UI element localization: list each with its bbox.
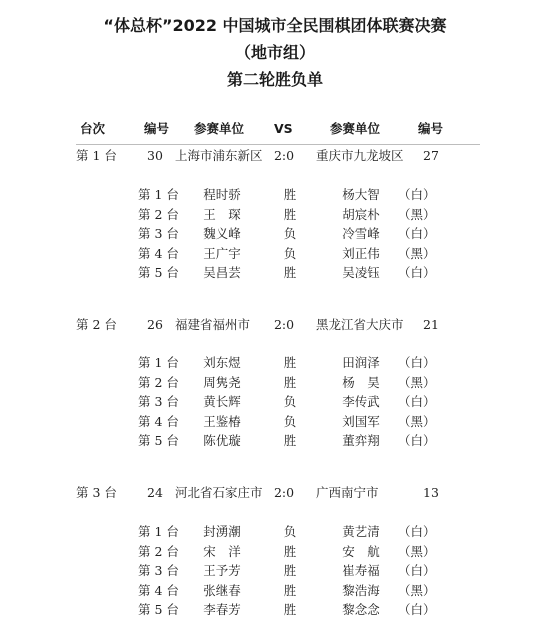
match-table-no: 第 2 台	[76, 317, 117, 332]
board-player-a: 程时骄	[203, 187, 241, 202]
board-player-b: 杨 昊	[342, 375, 380, 390]
board-player-b: 刘正伟	[342, 246, 380, 261]
board-result: 负	[283, 226, 297, 241]
board-label: 第 2 台	[138, 544, 179, 559]
board-color: （黑）	[398, 583, 436, 598]
board-player-a: 李春芳	[203, 602, 241, 617]
board-player-b: 杨大智	[342, 187, 380, 202]
match-team-b-unit: 广西南宁市	[316, 485, 379, 500]
board-result: 胜	[283, 265, 297, 280]
board-result: 负	[283, 414, 297, 429]
board-player-a: 魏义峰	[203, 226, 241, 241]
document-heading: 第二轮胜负单	[226, 70, 323, 89]
board-player-b: 李传武	[342, 394, 380, 409]
board-result: 胜	[283, 563, 297, 578]
board-color: （白）	[398, 355, 436, 370]
board-label: 第 3 台	[138, 394, 179, 409]
board-color: （白）	[398, 433, 436, 448]
board-result: 胜	[283, 187, 297, 202]
board-color: （黑）	[398, 544, 436, 559]
board-label: 第 5 台	[138, 602, 179, 617]
board-result: 负	[283, 246, 297, 261]
match-team-b-unit: 重庆市九龙坡区	[316, 148, 404, 163]
board-color: （黑）	[398, 246, 436, 261]
board-player-a: 王予芳	[203, 563, 241, 578]
board-color: （白）	[398, 394, 436, 409]
board-label: 第 3 台	[138, 226, 179, 241]
match-table-no: 第 3 台	[76, 485, 117, 500]
board-color: （白）	[398, 602, 436, 617]
match-team-b-number: 13	[423, 485, 439, 500]
board-result: 胜	[283, 433, 297, 448]
header-num-right: 编号	[418, 121, 444, 136]
document-title: “体总杯”2022 中国城市全民围棋团体联赛决赛	[103, 16, 447, 35]
board-player-b: 吴凌钰	[342, 265, 380, 280]
board-result: 胜	[283, 583, 297, 598]
board-color: （白）	[398, 187, 436, 202]
board-label: 第 4 台	[138, 246, 179, 261]
match-team-a-number: 24	[147, 485, 163, 500]
board-label: 第 2 台	[138, 375, 179, 390]
match-score: 2:0	[273, 485, 295, 500]
header-table-no: 台次	[80, 121, 106, 136]
header-unit-right: 参赛单位	[330, 121, 381, 136]
board-player-a: 王广宇	[203, 246, 241, 261]
board-player-b: 董弈翔	[342, 433, 380, 448]
board-player-b: 崔寿福	[342, 563, 380, 578]
board-color: （黑）	[398, 207, 436, 222]
board-player-b: 田润泽	[342, 355, 380, 370]
board-player-a: 封湧潮	[203, 524, 241, 539]
board-player-a: 周隽尧	[203, 375, 241, 390]
board-player-a: 吴昌芸	[203, 265, 241, 280]
match-score: 2:0	[273, 317, 295, 332]
match-team-b-unit: 黑龙江省大庆市	[316, 317, 404, 332]
match-team-a-number: 30	[147, 148, 163, 163]
match-team-a-unit: 河北省石家庄市	[175, 485, 263, 500]
match-team-a-number: 26	[147, 317, 163, 332]
board-player-b: 刘国军	[342, 414, 380, 429]
board-player-a: 宋 洋	[203, 544, 241, 559]
board-result: 胜	[283, 207, 297, 222]
board-label: 第 4 台	[138, 414, 179, 429]
match-score: 2:0	[273, 148, 295, 163]
board-color: （白）	[398, 226, 436, 241]
board-result: 胜	[283, 602, 297, 617]
board-color: （黑）	[398, 375, 436, 390]
board-player-b: 冷雪峰	[342, 226, 380, 241]
board-player-b: 安 航	[342, 544, 380, 559]
match-team-a-unit: 上海市浦东新区	[175, 148, 263, 163]
board-player-b: 黎浩海	[342, 583, 380, 598]
board-player-a: 刘东煜	[203, 355, 241, 370]
board-player-b: 黎念念	[342, 602, 380, 617]
board-label: 第 4 台	[138, 583, 179, 598]
document-subtitle: （地市组）	[234, 43, 315, 62]
board-label: 第 1 台	[138, 187, 179, 202]
board-color: （白）	[398, 524, 436, 539]
board-result: 胜	[283, 375, 297, 390]
board-label: 第 5 台	[138, 433, 179, 448]
board-color: （黑）	[398, 414, 436, 429]
header-unit-left: 参赛单位	[194, 121, 245, 136]
board-label: 第 2 台	[138, 207, 179, 222]
board-result: 负	[283, 394, 297, 409]
board-result: 胜	[283, 355, 297, 370]
board-result: 负	[283, 524, 297, 539]
match-table-no: 第 1 台	[76, 148, 117, 163]
board-label: 第 3 台	[138, 563, 179, 578]
board-player-a: 王 琛	[203, 207, 241, 222]
board-label: 第 1 台	[138, 355, 179, 370]
board-color: （白）	[398, 563, 436, 578]
board-player-a: 黄长辉	[203, 394, 241, 409]
match-team-b-number: 21	[423, 317, 439, 332]
board-result: 胜	[283, 544, 297, 559]
header-divider	[76, 144, 480, 145]
board-color: （白）	[398, 265, 436, 280]
match-team-a-unit: 福建省福州市	[175, 317, 251, 332]
board-label: 第 1 台	[138, 524, 179, 539]
board-player-a: 陈优璇	[203, 433, 241, 448]
board-player-a: 张继春	[203, 583, 241, 598]
board-label: 第 5 台	[138, 265, 179, 280]
board-player-b: 黄艺清	[342, 524, 380, 539]
header-vs: VS	[274, 121, 293, 136]
match-team-b-number: 27	[423, 148, 439, 163]
board-player-a: 王鉴椿	[203, 414, 241, 429]
header-num-left: 编号	[144, 121, 170, 136]
board-player-b: 胡宸朴	[342, 207, 380, 222]
